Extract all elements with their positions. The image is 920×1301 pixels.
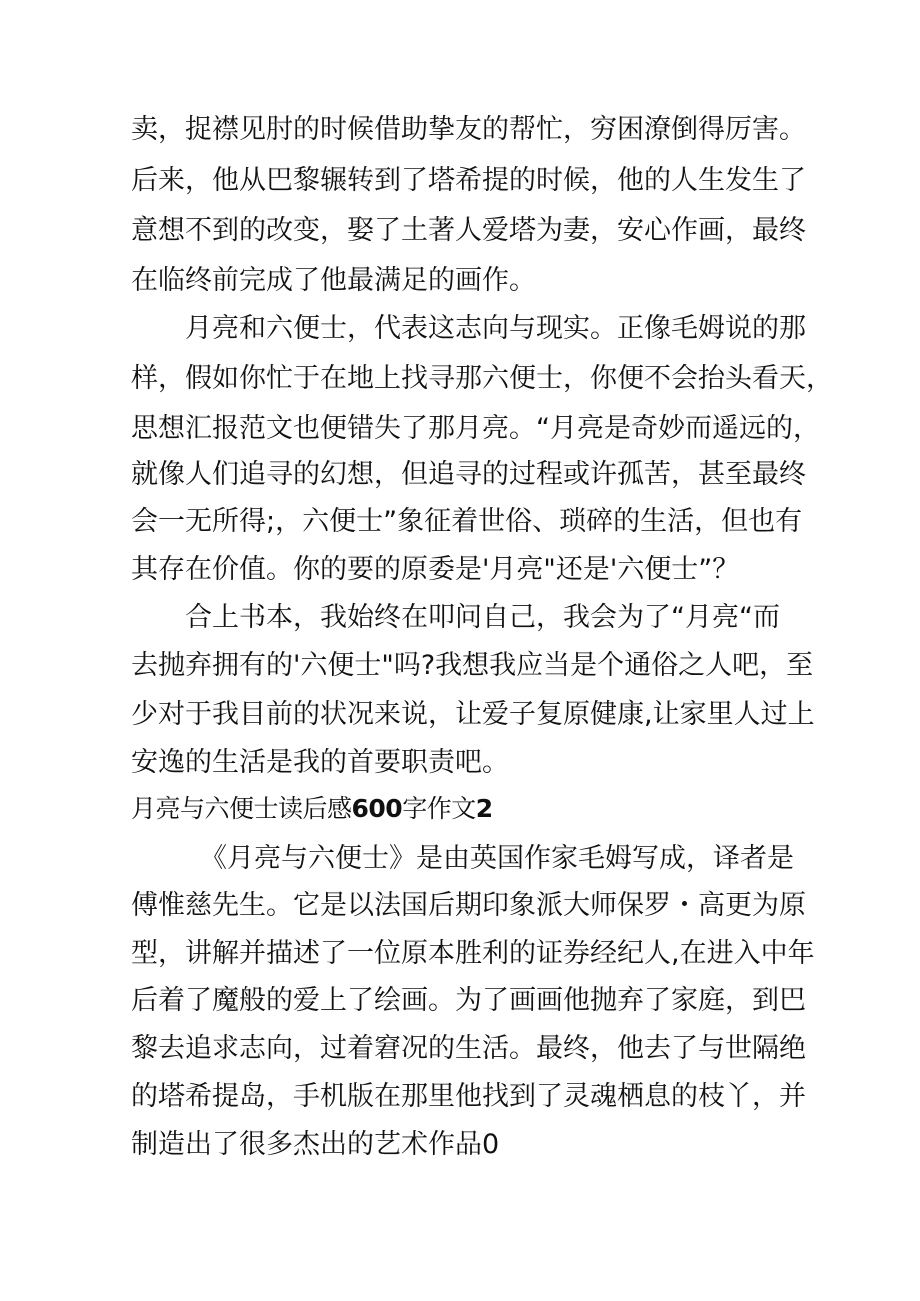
paragraph-line: 的塔希提岛，手机版在那里他找到了灵魂栖息的枝丫，并 — [131, 1081, 806, 1112]
paragraph-line: 黎去追求志向，过着窘况的生活。最终，他去了与世隔绝 — [131, 1033, 806, 1064]
paragraph-line: 其存在价值。你的要的原委是'月亮"还是'六便士”？ — [131, 554, 740, 585]
paragraph-line: 会一无所得;，六便士”象征着世俗、琐碎的生活，但也有 — [131, 506, 803, 537]
paragraph-line: 月亮和六便士，代表这志向与现实。正像毛姆说的那 — [185, 313, 806, 344]
paragraph-line: 合上书本，我始终在叩问自己，我会为了“月亮“而 — [185, 602, 780, 633]
heading-suffix: 字作文 — [402, 794, 476, 823]
paragraph-line: 安逸的生活是我的首要职责吧。 — [131, 747, 509, 778]
paragraph-line: 意想不到的改变，娶了土著人爱塔为妻，安心作画，最终 — [131, 215, 806, 246]
paragraph-line: 傅惟慈先生。它是以法国后期印象派大师保罗・高更为原 — [131, 890, 806, 921]
paragraph-line: 去抛弃拥有的'六便士"吗?我想我应当是个通俗之人吧，至 — [131, 650, 814, 681]
paragraph-line: 卖，捉襟见肘的时候借助挚友的帮忙，穷困潦倒得厉害。 — [131, 114, 806, 145]
heading-number: 600 — [351, 794, 403, 823]
paragraph-line: 少对于我目前的状况来说，让爱子复原健康,让家里人过上 — [131, 699, 815, 730]
paragraph-line: 后着了魔般的爱上了绘画。为了画画他抛弃了家庭，到巴 — [131, 985, 806, 1016]
paragraph-line: 制造出了很多杰出的艺术作品0 — [131, 1129, 500, 1160]
paragraph-line: 在临终前完成了他最满足的画作。 — [131, 265, 536, 296]
heading-prefix: 月亮与六便士读后感 — [131, 794, 352, 823]
paragraph-line: 就像人们追寻的幻想，但追寻的过程或许孤苦，甚至最终 — [131, 459, 806, 490]
paragraph-line: 《月亮与六便士》是由英国作家毛姆写成，译者是 — [200, 843, 794, 874]
heading-index: 2 — [475, 794, 493, 823]
section-heading — [131, 791, 493, 827]
paragraph-line: 型，讲解并描述了一位原本胜利的证券经纪人,在进入中年 — [131, 938, 815, 969]
paragraph-line: 思想汇报范文也便错失了那月亮。“月亮是奇妙而遥远的， — [131, 413, 820, 444]
paragraph-line: 后来，他从巴黎辗转到了塔希提的时候，他的人生发生了 — [131, 165, 806, 196]
paragraph-line: 样，假如你忙于在地上找寻那六便士，你便不会抬头看天， — [131, 363, 833, 394]
